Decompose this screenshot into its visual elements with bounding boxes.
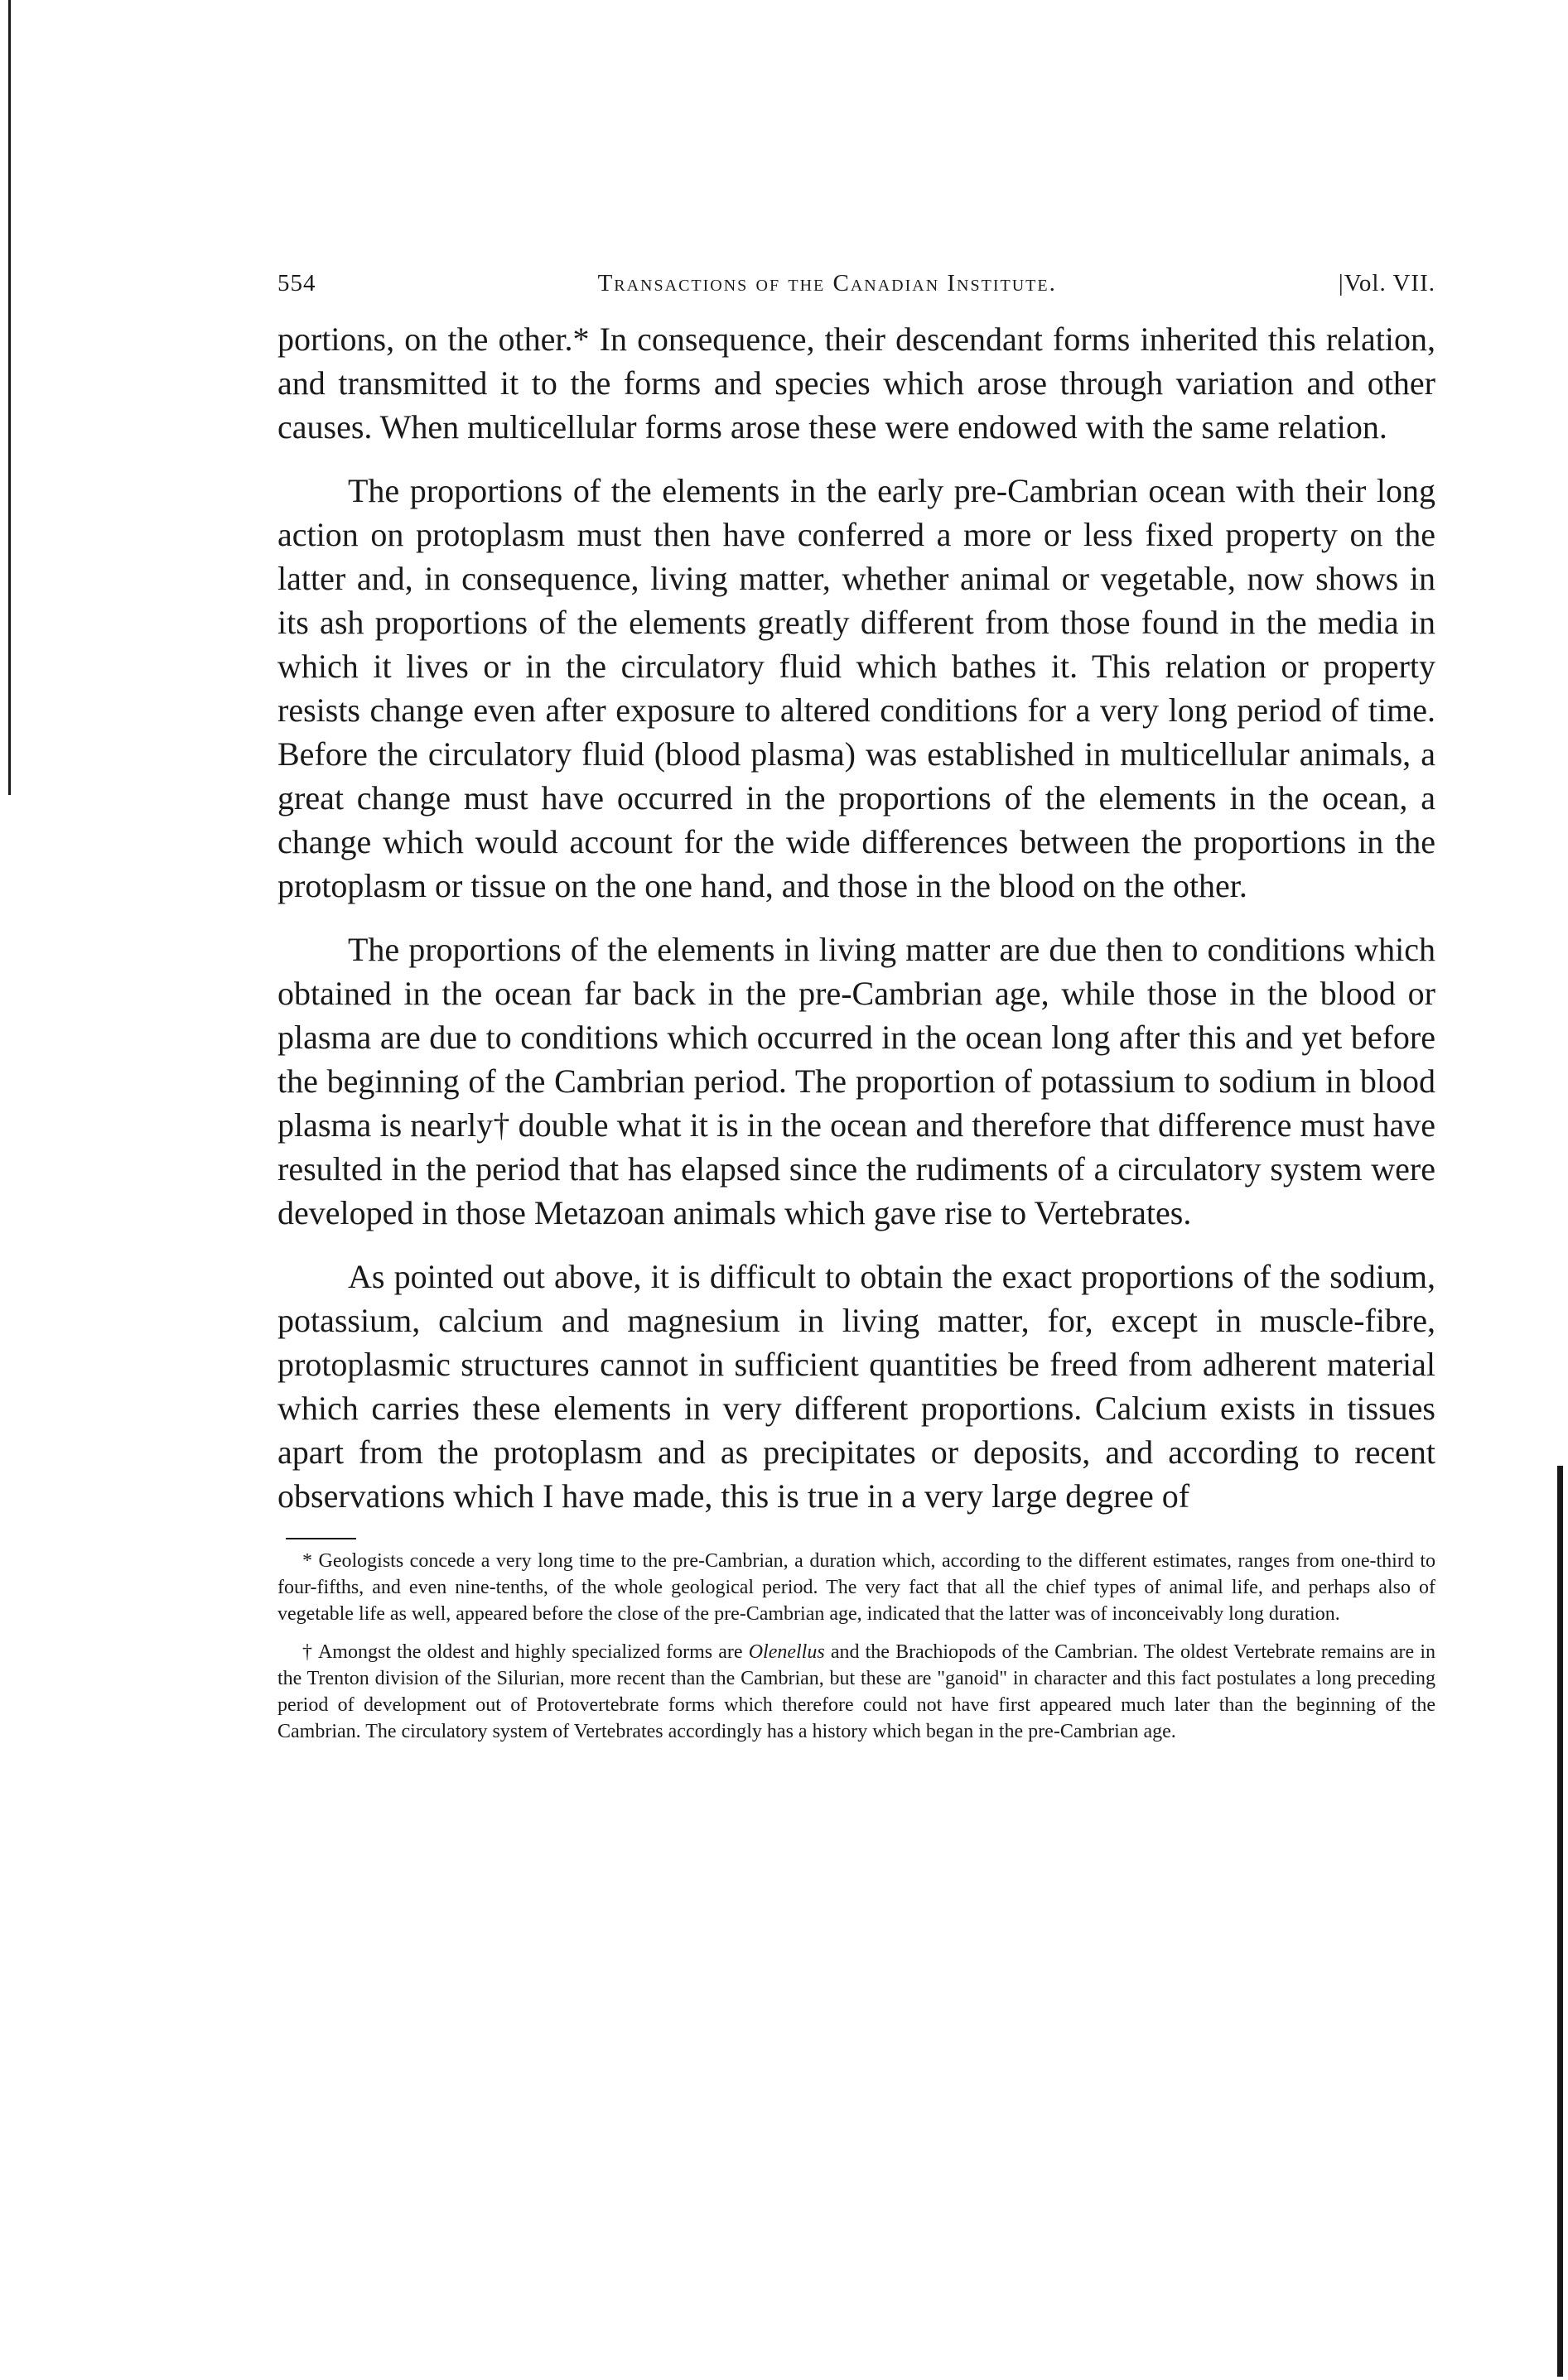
page-number: 554 [277, 270, 316, 296]
body-text [277, 317, 1435, 1518]
paragraph: The proportions of the elements in living matter are due then to conditions which obtained in the ocean far back in the pre-Cambrian age, while those in the blood or plasma are due to conditions which occurred in the ocean long after this and yet before the beginning of the Cambrian period. The proportion of potassium to sodium in blood plasma is nearly† double what it is in the ocean and therefore that difference must have resulted in the period that has elapsed since the rudiments of a circulatory system were developed in those Metazoan animals which gave rise to Vertebrates. [277, 931, 1435, 1231]
footnotes [277, 1548, 1435, 1745]
footnote-italic-taxon: Olenellus [748, 1641, 825, 1663]
footnote-asterisk: * Geologists concede a very long time to the pre-Cambrian, a duration which, according to the different estimates, ranges from one-third to four-fifths, and even nine-tenths, of the whole geological period. The very fact that all the chief types of animal life, and perhaps also of vegetable life as well, appeared before the close of the pre-Cambrian age, indicated that the latter was of inconceivably long duration. [277, 1550, 1435, 1625]
footnote-dagger [277, 1639, 1435, 1745]
footnote-text: † Amongst the oldest and highly specialized forms are [302, 1641, 749, 1663]
running-title: Transactions of the Canadian Institute. [597, 270, 1057, 296]
right-scan-edge [1557, 1466, 1563, 2377]
running-head [277, 270, 1435, 297]
paragraph: The proportions of the elements in the early pre-Cambrian ocean with their long action on protoplasm must then have conferred a more or less fixed property on the latter and, in consequence, living matter, whether animal or vegetable, now shows in its ash proportions of the elements greatly different from those found in the media in which it lives or in the circulatory fluid which bathes it. This relation or property resists change even after exposure to altered conditions for a very long period of time. Before the circulatory fluid (blood plasma) was established in multicellular animals, a great change must have occurred in the proportions of the elements in the ocean, a change which would account for the wide differences between the proportions in the protoplasm or tissue on the one hand, and those in the blood on the other. [277, 472, 1435, 904]
volume-label: |Vol. VII. [1338, 270, 1435, 296]
page [277, 270, 1435, 1756]
left-scan-edge [8, 0, 11, 795]
paragraph-continued: portions, on the other.* In consequence, their descendant forms inherited this relation, and transmitted it to the forms and species which arose through variation and other causes. When multicellular forms arose these were endowed with the same relation. [277, 320, 1435, 446]
footnote-text: and the Brachiopods of the Cambrian. The oldest Vertebrate remains are in the Trenton division of the Silurian, more recent than the Cambrian, but these are "ganoid" in character and this fact postulates a long preceding period of development out of Protovertebrate forms which therefore could not have first appeared much later than the beginning of the Cambrian. The circulatory system of Vertebrates accordingly has a history which began in the pre-Cambrian age. [277, 1641, 1435, 1742]
footnote-divider [286, 1538, 356, 1539]
paragraph: As pointed out above, it is difficult to obtain the exact proportions of the sodium, potassium, calcium and magnesium in living matter, for, except in muscle-fibre, protoplasmic structures cannot in sufficient quantities be freed from adherent material which carries these elements in very different proportions. Calcium exists in tissues apart from the protoplasm and as precipitates or deposits, and according to recent observations which I have made, this is true in a very large degree of [277, 1258, 1435, 1515]
